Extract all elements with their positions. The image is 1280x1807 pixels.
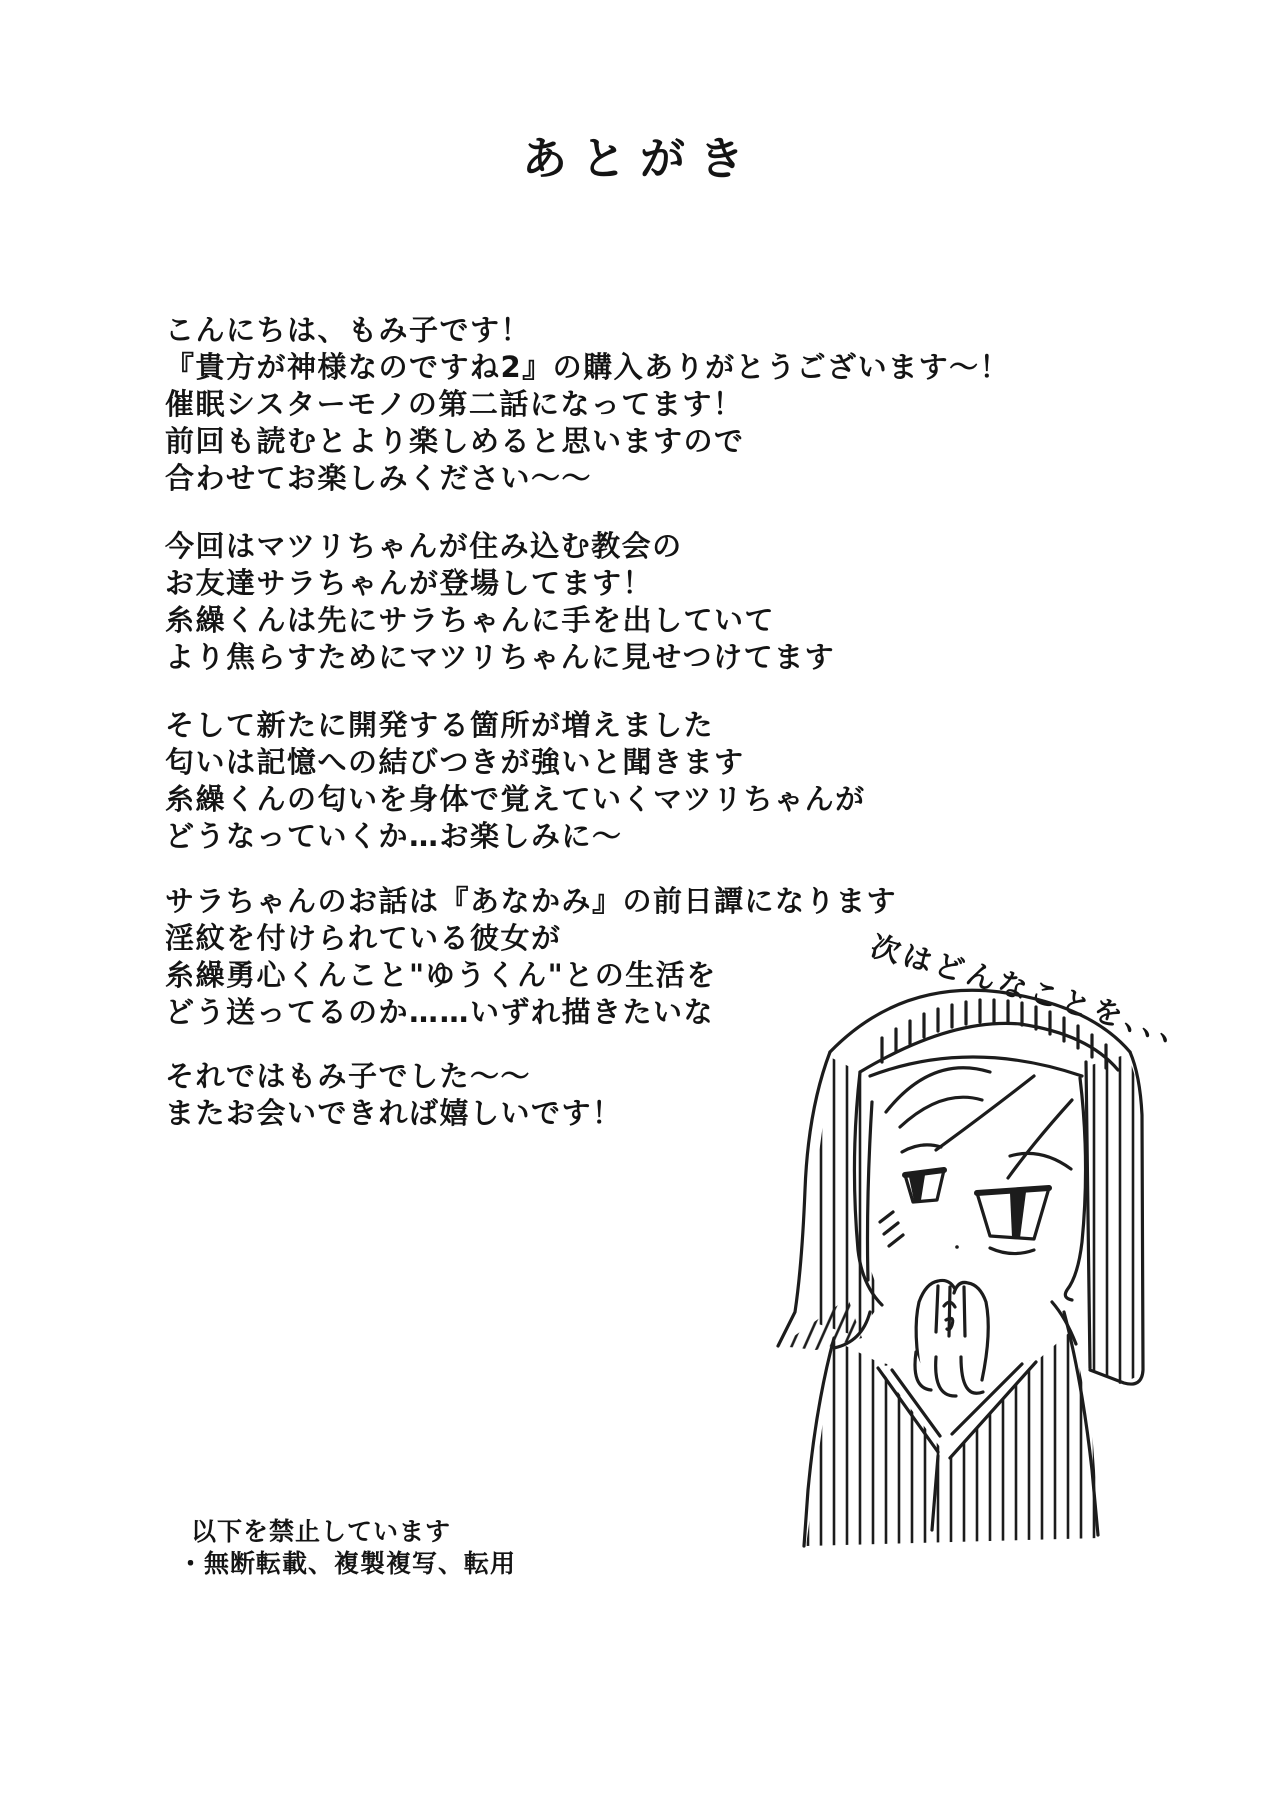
chibi-nun-sketch-drawing (620, 950, 1180, 1550)
afterword-line: サラちゃんのお話は『あなかみ』の前日譚になります (165, 884, 898, 918)
copyright-notice (178, 1516, 516, 1580)
afterword-line: 糸繰くんは先にサラちゃんに手を出していて (165, 603, 776, 637)
veil-right-panel (1086, 1052, 1143, 1384)
page-title: あとがき (521, 132, 758, 185)
face-bangs (868, 1068, 1086, 1300)
afterword-line: 合わせてお楽しみください〜〜 (165, 461, 593, 495)
afterword-line: 『貴方が神様なのですね2』の購入ありがとうございます〜！ (165, 350, 1011, 384)
notice-line: ・無断転載、複製複写、転用 (178, 1549, 517, 1578)
afterword-line: どうなっていくか…お楽しみに〜 (165, 819, 623, 853)
afterword-line: お友達サラちゃんが登場してます！ (165, 566, 654, 600)
afterword-line: 前回も読むとより楽しめると思いますので (165, 424, 745, 458)
paragraph-development (165, 707, 866, 855)
paragraph-greeting (165, 312, 1010, 497)
eyebrows (902, 1145, 1071, 1169)
afterword-line: より焦らすためにマツリちゃんに見せつけてます (165, 640, 836, 674)
afterword-line: そして新たに開発する箇所が増えました (165, 708, 715, 742)
paragraph-characters (165, 528, 835, 676)
right-eye (977, 1188, 1049, 1254)
notice-line: 以下を禁止しています (191, 1517, 452, 1546)
afterword-line: 催眠シスターモノの第二話になってます！ (165, 387, 744, 421)
afterword-line: 淫紋を付けられている彼女が (165, 921, 562, 955)
sketch-annotation: 次はどんなことを、、、 (867, 928, 1198, 1054)
afterword-line: どう送ってるのか……いずれ描きたいな (165, 995, 715, 1029)
afterword-line: それではもみ子でした〜〜 (165, 1059, 532, 1093)
afterword-line: こんにちは、もみ子です！ (165, 313, 532, 347)
chibi-nun-sketch (620, 950, 1180, 1550)
afterword-line: 匂いは記憶への結びつきが強いと聞きます (165, 745, 745, 779)
left-eye (905, 1170, 944, 1202)
blush-strokes (880, 1212, 959, 1249)
afterword-line: またお会いできれば嬉しいです！ (165, 1096, 623, 1130)
afterword-line: 糸繰くんの匂いを身体で覚えていくマツリちゃんが (165, 782, 866, 816)
afterword-line: 糸繰勇心くんこと"ゆうくん"との生活を (165, 958, 717, 992)
afterword-line: 今回はマツリちゃんが住み込む教会の (165, 529, 683, 563)
paragraph-farewell (165, 1058, 623, 1132)
